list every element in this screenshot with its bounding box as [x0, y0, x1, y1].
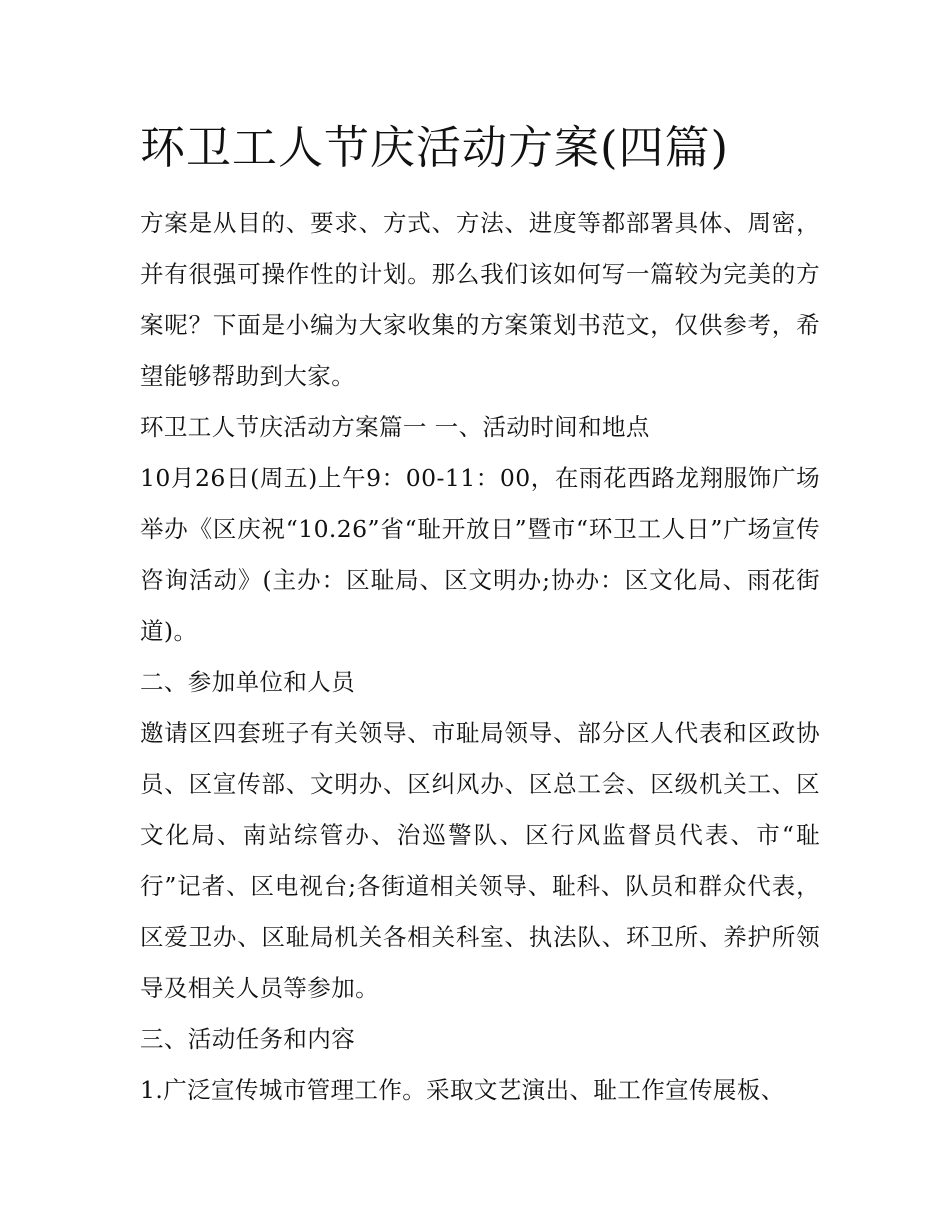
task-item-1: 1.广泛宣传城市管理工作。采取文艺演出、耻工作宣传展板、	[140, 1076, 785, 1104]
document-body	[140, 118, 820, 1116]
intro-paragraph: 方案是从目的、要求、方式、方法、进度等都部署具体、周密，并有很强可操作性的计划。那么我们该如何写一篇较为完美的方案呢？下面是小编为大家收集的方案策划书范文，仅供参考，希望能够帮助到大家。	[140, 209, 820, 390]
document-title: 环卫工人节庆活动方案(四篇)	[140, 121, 730, 174]
participants-paragraph: 邀请区四套班子有关领导、市耻局领导、部分区人代表和区政协员、区宣传部、文明办、区纠风办、区总工会、区级机关工、区文化局、南站综管办、治巡警队、区行风监督员代表、市“耻行”记者、区电视台;各街道相关领导、耻科、队员和群众代表，区爱卫办、区耻局机关各相关科室、执法队、环卫所、养护所领导及相关人员等参加。	[140, 719, 820, 1002]
section-heading-participants: 二、参加单位和人员	[140, 668, 356, 696]
section-heading-part-one: 环卫工人节庆活动方案篇一 一、活动时间和地点	[140, 413, 650, 441]
section-heading-tasks: 三、活动任务和内容	[140, 1025, 356, 1053]
time-location-paragraph: 10月26日(周五)上午9：00-11：00，在雨花西路龙翔服饰广场举办《区庆祝“10.26”省“耻开放日”暨市“环卫工人日”广场宣传咨询活动》(主办：区耻局、区文明办;协办：区文化局、雨花街道)。	[140, 464, 820, 645]
